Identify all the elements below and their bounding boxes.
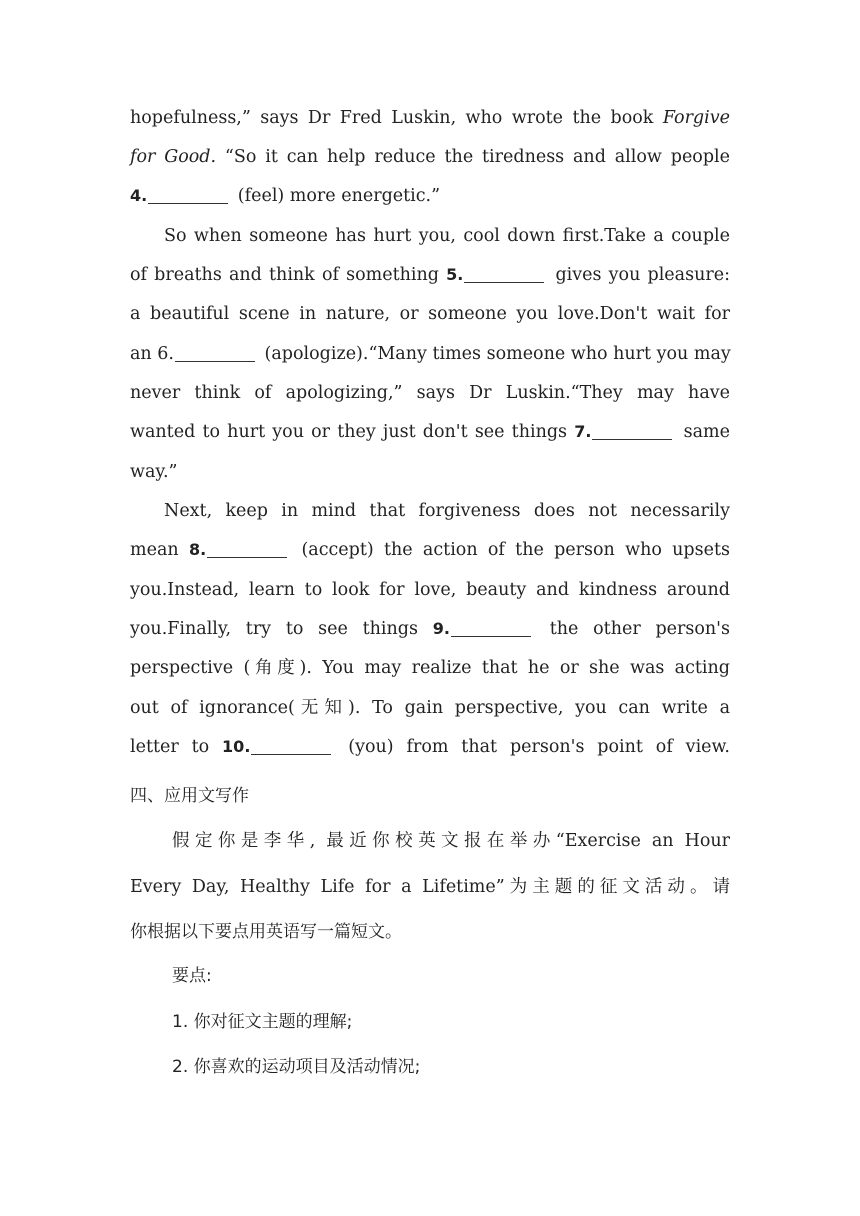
- text: mean: [130, 540, 179, 560]
- question-number: 4.: [130, 186, 148, 205]
- text: Next, keep in mind that forgiveness does not necessarily: [164, 501, 730, 521]
- text: (feel) more energetic.”: [237, 186, 441, 206]
- prompt-line: [130, 875, 730, 899]
- passage-line: [130, 656, 730, 680]
- passage-line: [130, 302, 730, 326]
- answer-blank[interactable]: [464, 266, 544, 283]
- text: never think of apologizing,” says Dr Luskin.“They may have: [130, 383, 730, 403]
- text: a beautiful scene in nature, or someone you love.Don't wait for: [130, 304, 730, 324]
- text: So when someone has hurt you, cool down first.Take a couple: [164, 226, 730, 246]
- passage-line: [164, 499, 730, 523]
- text: hopefulness,” says Dr Fred Luskin, who wrote the book: [130, 108, 654, 128]
- question-number: 10.: [222, 737, 251, 756]
- question-number: 5.: [446, 265, 464, 284]
- text: 假定你是李华, 最近你校英文报在举办“Exercise an Hour: [172, 831, 730, 851]
- passage-line: [130, 184, 730, 208]
- section-heading: 四、应用文写作: [130, 786, 249, 806]
- text: wanted to hurt you or they just don't see things: [130, 422, 568, 442]
- passage-line: [130, 420, 730, 444]
- passage-line: [130, 578, 730, 602]
- answer-blank[interactable]: [175, 345, 255, 362]
- text: you.Finally, try to see things: [130, 619, 418, 639]
- passage-line: [130, 538, 730, 562]
- answer-blank[interactable]: [451, 620, 531, 637]
- answer-blank[interactable]: [592, 423, 672, 440]
- text: you.Instead, learn to look for love, beauty and kindness around: [130, 580, 730, 600]
- passage-line: [130, 460, 730, 484]
- answer-blank[interactable]: [148, 187, 228, 204]
- answer-blank[interactable]: [207, 541, 287, 558]
- text: letter to: [130, 737, 210, 757]
- point-item: 1. 你对征文主题的理解;: [172, 1012, 353, 1032]
- text: an 6.: [130, 344, 174, 364]
- text: perspective (角度). You may realize that he or she was acting: [130, 658, 730, 678]
- question-number: 8.: [188, 540, 207, 559]
- text: of breaths and think of something: [130, 265, 439, 285]
- prompt-line: [172, 829, 730, 853]
- passage-line: [130, 617, 730, 641]
- text: “So it can help reduce the tiredness and allow people: [224, 147, 730, 167]
- passage-line: [164, 224, 730, 248]
- text: way.”: [130, 462, 178, 482]
- passage-line: [130, 106, 730, 130]
- text: gives you pleasure:: [555, 265, 730, 285]
- passage-line: [130, 381, 730, 405]
- text: Every Day, Healthy Life for a Lifetime”为主题的征文活动。请: [130, 877, 730, 897]
- text: out of ignorance(无知). To gain perspective, you can write a: [130, 698, 730, 718]
- text: same: [683, 422, 730, 442]
- passage-line: [130, 263, 730, 287]
- question-number: 9.: [432, 619, 450, 638]
- passage-line: [130, 735, 730, 759]
- prompt-line: 你根据以下要点用英语写一篇短文。: [130, 922, 402, 942]
- answer-blank[interactable]: [251, 738, 331, 755]
- book-title: for Good.: [130, 147, 217, 167]
- question-number: 7.: [574, 422, 592, 441]
- text: (accept) the action of the person who upsets: [301, 540, 730, 560]
- book-title: Forgive: [662, 108, 730, 128]
- passage-line: [130, 145, 730, 169]
- passage-line: [130, 696, 730, 720]
- text: (you) from that person's point of view.: [348, 737, 730, 757]
- passage-line: [130, 342, 730, 366]
- text: (apologize).“Many times someone who hurt you may: [264, 344, 731, 364]
- point-item: 2. 你喜欢的运动项目及活动情况;: [172, 1057, 421, 1077]
- points-label: 要点:: [172, 966, 212, 986]
- text: the other person's: [549, 619, 730, 639]
